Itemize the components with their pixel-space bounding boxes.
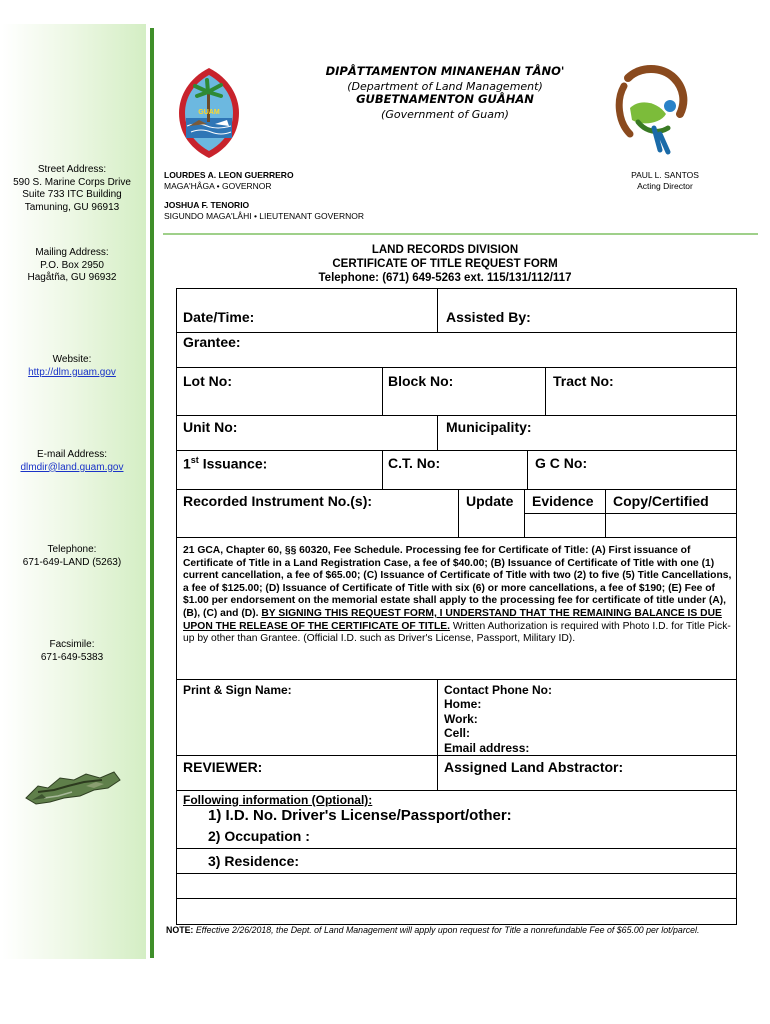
ct-no-label: C.T. No: (388, 455, 441, 471)
block-no-label: Block No: (388, 373, 454, 389)
tract-no-label: Tract No: (553, 373, 614, 389)
guam-seal-icon (177, 66, 241, 160)
fee-schedule-notice (183, 545, 735, 646)
municipality-label: Municipality: (446, 419, 532, 435)
form-title: CERTIFICATE OF TITLE REQUEST FORM (332, 258, 558, 270)
first-issuance-label: 1st Issuance: (183, 455, 268, 472)
telephone-block (2, 544, 142, 569)
evidence-label: Evidence (532, 493, 594, 509)
copy-certified-label: Copy/Certified (613, 493, 709, 509)
guam-island-image (24, 768, 122, 808)
email-label: E-mail Address: (36, 449, 108, 460)
website-block (2, 354, 142, 379)
unit-no-label: Unit No: (183, 419, 238, 435)
contact-phone-label: Contact Phone No: (444, 683, 552, 697)
signing-notice: BY SIGNING THIS REQUEST FORM, I UNDERSTAND THAT THE REMAINING BALANCE IS DUE UPON THE RELEASE OF THE CERTIFICATE OF TITLE. (183, 607, 722, 632)
grantee-field[interactable] (176, 332, 737, 368)
division-title: LAND RECORDS DIVISION (371, 244, 519, 256)
form-telephone: Telephone: (671) 649-5263 ext. 115/131/112/117 (318, 272, 572, 284)
footnote-label: NOTE: (166, 925, 194, 935)
dept-native-title: DIPÅTTAMENTON MINANEHAN TÅNO' (325, 64, 565, 78)
seal-label: GUAM (198, 109, 220, 116)
contact-phone-block (444, 683, 552, 755)
work-phone-label: Work: (444, 711, 478, 726)
occupation-label[interactable]: 2) Occupation : (208, 828, 310, 844)
footnote-text: Effective 2/26/2018, the Dept. of Land Management will apply upon request for Title a nonrefundable Fee of $65.00 per lot/parcel. (193, 925, 700, 935)
website-label: Website: (52, 354, 92, 365)
sidebar-divider (150, 28, 154, 958)
cell-phone-label: Cell: (444, 726, 471, 741)
authorization-note: Written Authorization is required with Photo I.D. for Title Pick-up by other than Grantee. (Official I.D. such as Driver's License, Passport, Military ID). (183, 620, 731, 645)
governor-block (164, 170, 294, 192)
copy-certified-sub-field[interactable] (605, 513, 737, 538)
telephone-label: Telephone: (47, 544, 97, 555)
date-time-label: Date/Time: (183, 309, 255, 325)
recorded-instrument-label: Recorded Instrument No.(s): (183, 493, 373, 509)
optional-divider (176, 898, 737, 899)
street-address-label: Street Address: (37, 164, 107, 175)
director-name: PAUL L. SANTOS (631, 170, 699, 180)
lt-governor-title: SIGUNDO MAGA'LÅHI • LIEUTENANT GOVERNOR (164, 211, 364, 221)
lt-governor-name: JOSHUA F. TENORIO (164, 200, 250, 210)
fee-schedule-text: 21 GCA, Chapter 60, §§ 60320, Fee Schedule. Processing fee for Certificate of Title: (A) First issuance of Certificate of Title in a Land Registration Case, a fee of $40.00; (B) Issuance of Certificate of Title with one (1) current cancellation, a fee of $65.00; (C) Issuance of Certificate of Title with two (2) to five (5) Title Cancellations, a fee of $125.00; (D) Issuance of Certificate of Title with six (6) or more cancellations, a fee of $190; (E) Fee of $1.00 per endorsement on the memorial estate shall apply to the processing fee for certificate of title under (A), (B), (C) and (D). (183, 545, 732, 619)
director-title: Acting Director (637, 181, 693, 191)
grantee-label: Grantee: (183, 334, 241, 350)
gov-english-title: (Government of Guam) (381, 108, 509, 121)
id-no-label[interactable]: 1) I.D. No. Driver's License/Passport/other: (208, 807, 512, 824)
home-phone-label: Home: (444, 697, 482, 712)
email-link[interactable]: dlmdir@land.guam.gov (20, 461, 124, 473)
update-label: Update (466, 493, 514, 509)
gc-no-label: G C No: (535, 455, 588, 471)
mailing-address-label: Mailing Address: (35, 247, 109, 258)
lt-governor-block (164, 200, 364, 222)
print-sign-label: Print & Sign Name: (183, 683, 292, 697)
footnote (166, 924, 746, 936)
fax-block (2, 639, 142, 664)
website-link[interactable]: http://dlm.guam.gov (28, 366, 116, 378)
street-address-line: 590 S. Marine Corps Drive (13, 176, 131, 188)
optional-divider (176, 873, 737, 874)
optional-heading: Following information (Optional): (183, 793, 373, 807)
optional-divider (176, 848, 737, 849)
assisted-by-label: Assisted By: (446, 309, 531, 325)
fax-label: Facsimile: (49, 639, 95, 650)
mailing-address-line: P.O. Box 2950 (40, 259, 104, 271)
mailing-address-line: Hagåtña, GU 96932 (27, 272, 117, 283)
governor-title: MAGA'HÅGA • GOVERNOR (164, 181, 272, 191)
residence-label[interactable]: 3) Residence: (208, 853, 300, 869)
street-address-line: Tamuning, GU 96913 (24, 201, 120, 213)
reviewer-label: REVIEWER: (183, 759, 263, 775)
lot-no-label: Lot No: (183, 373, 232, 389)
email-block (2, 449, 142, 474)
evidence-sub-field[interactable] (524, 513, 606, 538)
fax-value: 671-649-5383 (40, 651, 104, 663)
mailing-address-block (2, 247, 142, 285)
street-address-block (2, 164, 142, 214)
dept-english-title: (Department of Land Management) (347, 80, 543, 93)
governor-name: LOURDES A. LEON GUERRERO (164, 170, 294, 180)
telephone-value: 671-649-LAND (5263) (22, 556, 122, 568)
gov-native-title: GUBETNAMENTON GUÅHAN (356, 92, 534, 106)
assigned-abstractor-label: Assigned Land Abstractor: (444, 759, 624, 775)
street-address-line: Suite 733 ITC Building (22, 189, 122, 200)
header-divider (163, 233, 758, 235)
director-block (610, 170, 720, 192)
email-address-label: Email address: (444, 740, 530, 755)
